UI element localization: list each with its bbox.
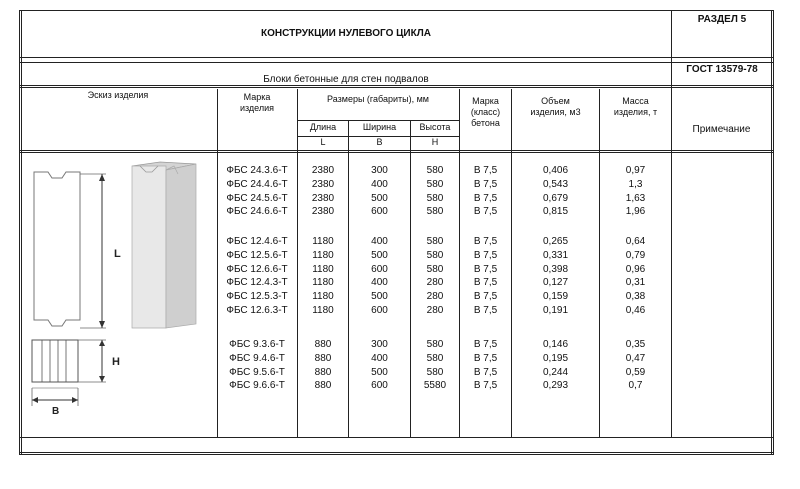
cell-mark: ФБС 12.4.3-Т <box>226 277 288 289</box>
cell-mark: ФБС 24.4.6-Т <box>226 178 288 190</box>
cell-mark: ФБС 12.6.3-Т <box>226 305 288 316</box>
cell-volume: 0,195 <box>542 352 569 364</box>
cell-volume: 0,543 <box>542 178 569 190</box>
cell-h: 580 <box>426 339 444 350</box>
cell-volume: 0,331 <box>542 249 569 261</box>
cell-b: 500 <box>371 192 388 204</box>
cell-l: 880 <box>314 366 332 378</box>
cell-l: 880 <box>314 339 332 350</box>
cell-b: 300 <box>371 165 388 176</box>
cell-mass: 1,3 <box>628 178 643 190</box>
cell-mass: 1,63 <box>625 192 646 204</box>
cell-volume: 0,265 <box>542 236 569 247</box>
cell-volume: 0,293 <box>542 380 569 392</box>
cell-b: 500 <box>371 291 388 303</box>
cell-h: 280 <box>426 291 444 303</box>
cell-mark: ФБС 24.5.6-Т <box>226 192 288 204</box>
cell-h: 580 <box>426 206 444 218</box>
cell-b: 400 <box>371 236 388 247</box>
cell-mark: ФБС 12.4.6-Т <box>226 236 288 247</box>
cell-class: В 7,5 <box>473 263 498 275</box>
cell-h: 580 <box>426 249 444 261</box>
col-length: Длина <box>309 122 337 132</box>
cell-mass: 0,79 <box>625 249 646 261</box>
cell-b: 500 <box>371 366 388 378</box>
cell-h: 580 <box>426 165 444 176</box>
cell-mark: ФБС 24.3.6-Т <box>226 165 288 176</box>
block-sketch <box>20 152 216 436</box>
cell-class: В 7,5 <box>473 291 498 303</box>
cell-mark: ФБС 9.3.6-Т <box>229 339 285 350</box>
cell-l: 2380 <box>311 178 335 190</box>
cell-h: 580 <box>426 263 444 275</box>
cell-class: В 7,5 <box>473 277 498 289</box>
cell-mass: 0,64 <box>625 236 646 247</box>
cell-l: 1180 <box>312 305 334 316</box>
cell-b: 400 <box>371 352 388 364</box>
cell-volume: 0,244 <box>542 366 569 378</box>
cell-b: 600 <box>371 263 388 275</box>
cell-l: 1180 <box>312 249 334 261</box>
cell-volume: 0,398 <box>542 263 569 275</box>
col-note: Примечание <box>692 124 751 135</box>
cell-mark: ФБС 9.4.6-Т <box>229 352 285 364</box>
cell-b: 400 <box>371 277 388 289</box>
cell-b: 600 <box>371 380 388 392</box>
section-label: РАЗДЕЛ 5 <box>697 14 747 25</box>
cell-l: 1180 <box>312 291 334 303</box>
cell-l: 2380 <box>311 206 335 218</box>
cell-volume: 0,159 <box>542 291 569 303</box>
dim-label-L: L <box>114 248 121 260</box>
gost-label: ГОСТ 13579-78 <box>686 64 758 75</box>
cell-l: 880 <box>314 380 332 392</box>
cell-mass: 1,96 <box>625 206 646 218</box>
cell-volume: 0,191 <box>542 305 569 316</box>
cell-mass: 0,59 <box>625 366 646 378</box>
col-height-sym: H <box>431 137 439 147</box>
block-front-view <box>34 172 80 326</box>
cell-class: В 7,5 <box>473 305 498 316</box>
cell-l: 1180 <box>312 277 334 289</box>
cell-mass: 0,7 <box>628 380 643 392</box>
cell-mark: ФБС 9.5.6-Т <box>229 366 285 378</box>
cell-h: 580 <box>426 178 444 190</box>
cell-l: 1180 <box>312 263 334 275</box>
cell-mark: ФБС 12.6.6-Т <box>226 263 288 275</box>
cell-class: В 7,5 <box>473 165 498 176</box>
cell-class: В 7,5 <box>473 192 498 204</box>
dim-label-B: B <box>52 406 60 417</box>
cell-h: 580 <box>426 236 444 247</box>
cell-h: 280 <box>426 305 444 316</box>
cell-volume: 0,406 <box>542 165 569 176</box>
cell-mass: 0,31 <box>625 277 646 289</box>
cell-mass: 0,38 <box>625 291 646 303</box>
subtitle: Блоки бетонные для стен подвалов <box>263 74 429 85</box>
cell-class: В 7,5 <box>473 366 498 378</box>
cell-l: 1180 <box>312 236 334 247</box>
cell-class: В 7,5 <box>473 206 498 218</box>
block-section-view <box>32 340 78 388</box>
cell-h: 5580 <box>423 380 447 392</box>
cell-volume: 0,679 <box>542 192 569 204</box>
cell-h: 580 <box>426 366 444 378</box>
col-width-sym: B <box>376 137 383 147</box>
cell-l: 2380 <box>311 165 335 176</box>
cell-class: В 7,5 <box>473 178 498 190</box>
col-mass: Масса изделия, т <box>613 96 658 117</box>
cell-mass: 0,97 <box>625 165 646 176</box>
cell-class: В 7,5 <box>473 236 498 247</box>
cell-volume: 0,815 <box>542 206 569 218</box>
cell-mark: ФБС 12.5.6-Т <box>226 249 288 261</box>
block-3d-view <box>132 162 196 328</box>
cell-b: 600 <box>371 206 388 218</box>
cell-l: 2380 <box>311 192 335 204</box>
cell-h: 280 <box>426 277 444 289</box>
cell-volume: 0,127 <box>542 277 569 289</box>
col-length-sym: L <box>320 137 326 147</box>
cell-mass: 0,96 <box>625 263 646 275</box>
col-height: Высота <box>419 122 451 132</box>
col-sketch: Эскиз изделия <box>87 90 149 100</box>
cell-mass: 0,35 <box>625 339 646 350</box>
cell-h: 580 <box>426 352 444 364</box>
cell-mark: ФБС 9.6.6-Т <box>229 380 285 392</box>
cell-h: 580 <box>426 192 444 204</box>
cell-mark: ФБС 12.5.3-Т <box>226 291 288 303</box>
cell-volume: 0,146 <box>542 339 569 350</box>
cell-b: 300 <box>371 339 388 350</box>
cell-class: В 7,5 <box>473 249 498 261</box>
cell-b: 600 <box>371 305 388 316</box>
col-volume: Объем изделия, м3 <box>530 96 581 117</box>
cell-l: 880 <box>314 352 332 364</box>
cell-mass: 0,47 <box>625 352 646 364</box>
col-class: Марка (класс) бетона <box>470 96 501 128</box>
cell-class: В 7,5 <box>473 380 498 392</box>
cell-b: 500 <box>371 249 388 261</box>
cell-class: В 7,5 <box>473 339 498 350</box>
cell-b: 400 <box>371 178 388 190</box>
page-title: КОНСТРУКЦИИ НУЛЕВОГО ЦИКЛА <box>261 28 431 39</box>
cell-mass: 0,46 <box>625 305 646 316</box>
col-dims: Размеры (габариты), мм <box>327 94 429 104</box>
cell-mark: ФБС 24.6.6-Т <box>226 206 288 218</box>
col-width: Ширина <box>362 122 397 132</box>
cell-class: В 7,5 <box>473 352 498 364</box>
dim-label-H: H <box>112 356 120 368</box>
col-mark: Марка изделия <box>239 92 275 113</box>
